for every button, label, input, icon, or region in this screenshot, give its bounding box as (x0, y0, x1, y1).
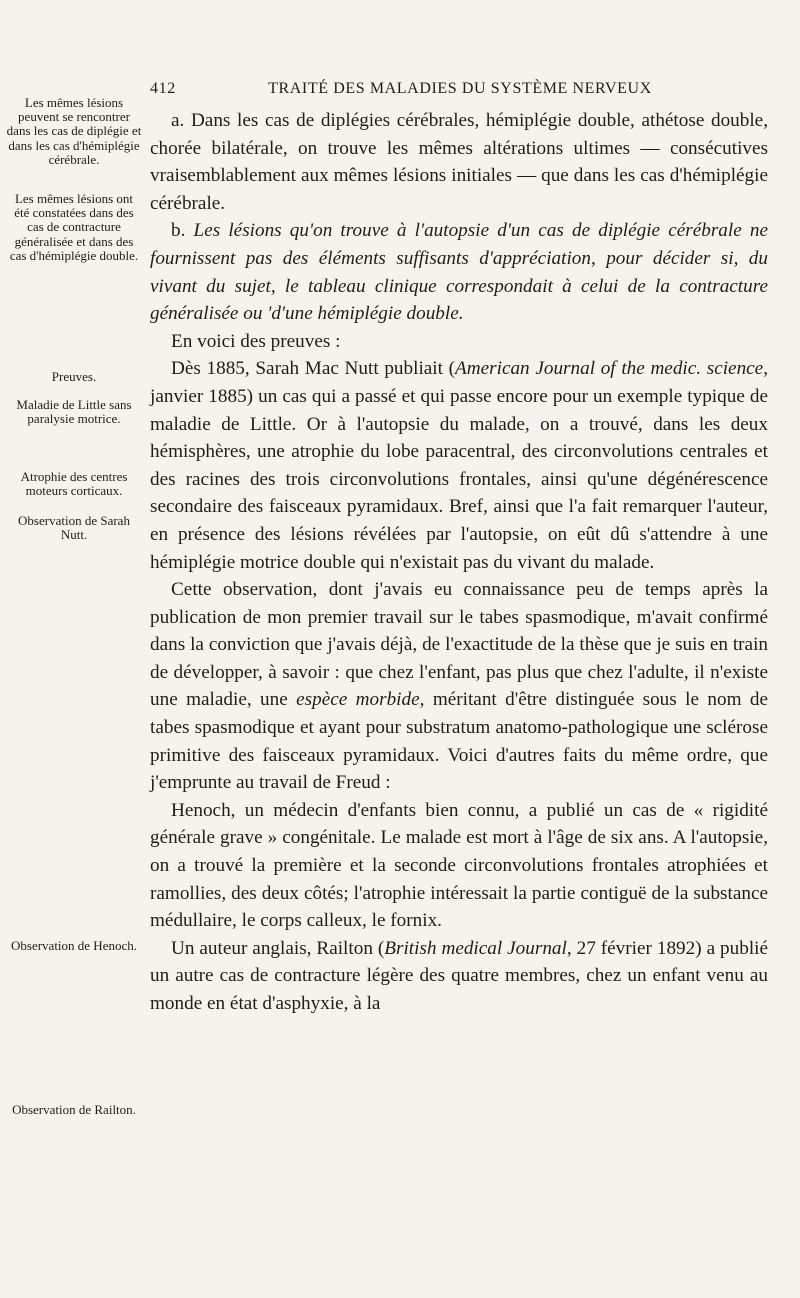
page-number: 412 (150, 80, 176, 97)
margin-note: Atrophie des centres moteurs corticaux. (20, 469, 128, 499)
margin-note: Preuves. (51, 369, 97, 384)
italic-text: Les lésions qu'on trouve à l'autopsie d'un cas de diplégie cérébrale ne fournissent pas des éléments suffisants d'appréciation, pour décider si, du vivant du sujet, le tableau clinique correspondait à celui de la contracture généralisée ou 'd'une hémiplégie double. (150, 220, 769, 325)
text-run: , 27 février 1892) a publié un autre cas de contracture légère des quatre membres, chez un enfant venu au monde en état d'asphyxie, à la (150, 937, 769, 1014)
margin-note: Observation de Henoch. (11, 938, 137, 953)
paragraph (150, 355, 768, 576)
italic-text: espèce morbide (296, 689, 420, 711)
margin-note: Les mêmes lésions peuvent se rencontrer dans les cas de diplégie et dans les cas d'hémiplégie cérébrale. (6, 95, 142, 167)
paragraph (150, 576, 768, 797)
paragraph: a. Dans les cas de diplégies cérébrales, hémiplégie double, athétose double, chorée bilatérale, on trouve les mêmes altérations ultimes — consécutives vraisemblablement aux mêmes lésions initiales — que dans les cas d'hémiplégie cérébrale. (150, 110, 768, 214)
paragraph: Henoch, un médecin d'enfants bien connu, a publié un cas de « rigidité générale grave » congénitale. Le malade est mort à l'âge de six ans. A l'autopsie, on a trouvé la première et la seconde circonvolutions frontales atrophiées et ramollies, des deux côtés; l'atrophie intéressait la partie contiguë de la substance médullaire, le corps calleux, le fornix. (150, 799, 768, 932)
margin-note: Observation de Railton. (12, 1102, 136, 1117)
paragraph (150, 217, 768, 327)
text-run: Cette observation, dont j'avais eu connaissance peu de temps après la publication de mon premier travail sur le tabes spasmodique, m'avait confirmé dans la conviction que j'avais déjà, de l'exactitude de la thèse que je suis en train de développer, à savoir : que chez l'enfant, pas plus que chez l'adulte, il n'existe une maladie, une (150, 579, 768, 711)
journal-title: British medical Journal (384, 937, 567, 959)
text-run: Dès 1885, Sarah Mac Nutt publiait ( (171, 358, 456, 380)
paragraph (150, 935, 768, 1018)
margin-note: Maladie de Little sans paralysie motrice. (16, 397, 132, 427)
text-run: Un auteur anglais, Railton ( (171, 937, 385, 959)
running-title: TRAITÉ DES MALADIES DU SYSTÈME NERVEUX (268, 80, 652, 97)
text-run: , janvier 1885) un cas qui a passé et qui passe encore pour un exemple typique de maladie de Little. Or à l'autopsie du malade, on a trouvé, dans les deux hémisphères, une atrophie du lobe paracentral, des circonvolutions centrales et des racines des trois circonvolutions frontales, ainsi qu'une dégénérescence secondaire des faisceaux pyramidaux. Bref, ainsi que l'a fait remarquer l'auteur, en présence des lésions révélées par l'autopsie, on eût dû s'attendre à une hémiplégie motrice double qui n'existait pas du vivant du malade. (150, 358, 768, 573)
margin-note: Observation de Sarah Nutt. (18, 513, 130, 543)
paragraph: En voici des preuves : (171, 330, 341, 352)
journal-title: American Journal of the medic. science (455, 358, 764, 380)
margin-note: Les mêmes lésions ont été constatées dans des cas de contracture généralisée et dans des cas d'hémiplégie double. (9, 191, 139, 263)
running-header (150, 80, 770, 104)
paragraph-label: b. (171, 220, 186, 242)
main-text (150, 107, 768, 1018)
text-run: , méritant d'être distinguée sous le nom de tabes spasmodique et ayant pour substratum anatomo-pathologique une sclérose primitive des faisceaux pyramidaux. Voici d'autres faits du même ordre, que j'emprunte au travail de Freud : (150, 689, 769, 794)
